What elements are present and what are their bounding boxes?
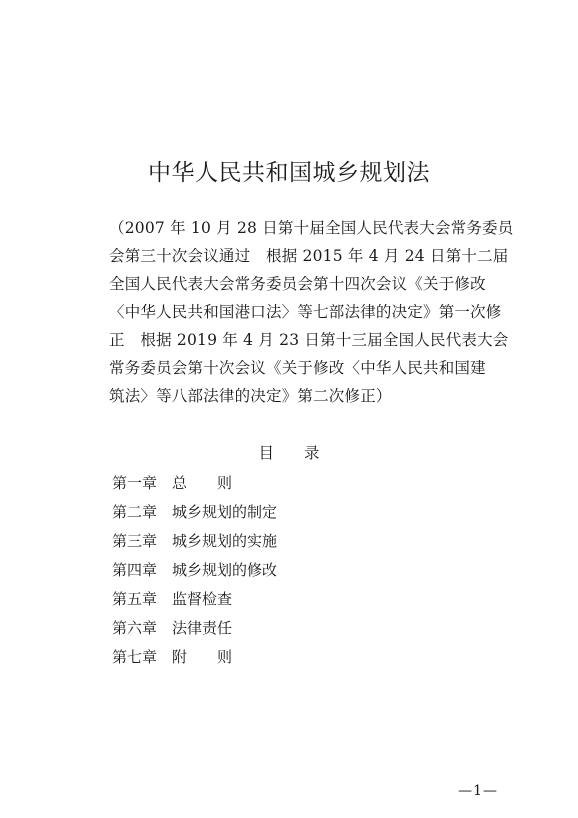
chapter-number: 第三章 [112,532,158,550]
chapter-number: 第六章 [112,619,158,637]
preamble-line: 常务委员会第十次会议《关于修改〈中华人民共和国建 [109,359,486,377]
chapter-title: 城乡规划的修改 [172,561,278,579]
toc-item [112,643,277,672]
chapter-title: 法律责任 [172,619,233,637]
toc-heading-part: 录 [304,444,320,462]
toc-item [112,556,277,585]
preamble-line: 会第三十次会议通过 根据 2015 年 4 月 24 日第十二届 [109,247,509,265]
preamble-line: 全国人民代表大会常务委员会第十四次会议《关于修改 [109,275,486,293]
preamble-line: （2007 年 10 月 28 日第十届全国人民代表大会常务委员 [109,219,514,237]
amendment-history [109,214,514,410]
preamble-line: 正 根据 2019 年 4 月 23 日第十三届全国人民代表大会 [109,331,509,349]
toc-item [112,498,277,527]
chapter-title: 附 则 [172,648,233,666]
toc-item [112,614,277,643]
chapter-number: 第七章 [112,648,158,666]
toc-item [112,527,277,556]
chapter-title: 总 则 [172,474,233,492]
table-of-contents [112,469,277,672]
preamble-line: 筑法〉等八部法律的决定》第二次修正） [109,387,392,405]
chapter-title: 监督检查 [172,590,233,608]
page-number: —1— [458,783,498,799]
toc-heading-part: 目 [258,444,274,462]
law-title: 中华人民共和国城乡规划法 [148,160,430,186]
chapter-title: 城乡规划的制定 [172,503,278,521]
chapter-number: 第二章 [112,503,158,521]
chapter-title: 城乡规划的实施 [172,532,278,550]
preamble-line: 〈中华人民共和国港口法〉等七部法律的决定》第一次修 [109,303,502,321]
toc-item [112,585,277,614]
table-of-contents-heading [0,442,578,464]
toc-item [112,469,277,498]
chapter-number: 第四章 [112,561,158,579]
chapter-number: 第一章 [112,474,158,492]
chapter-number: 第五章 [112,590,158,608]
